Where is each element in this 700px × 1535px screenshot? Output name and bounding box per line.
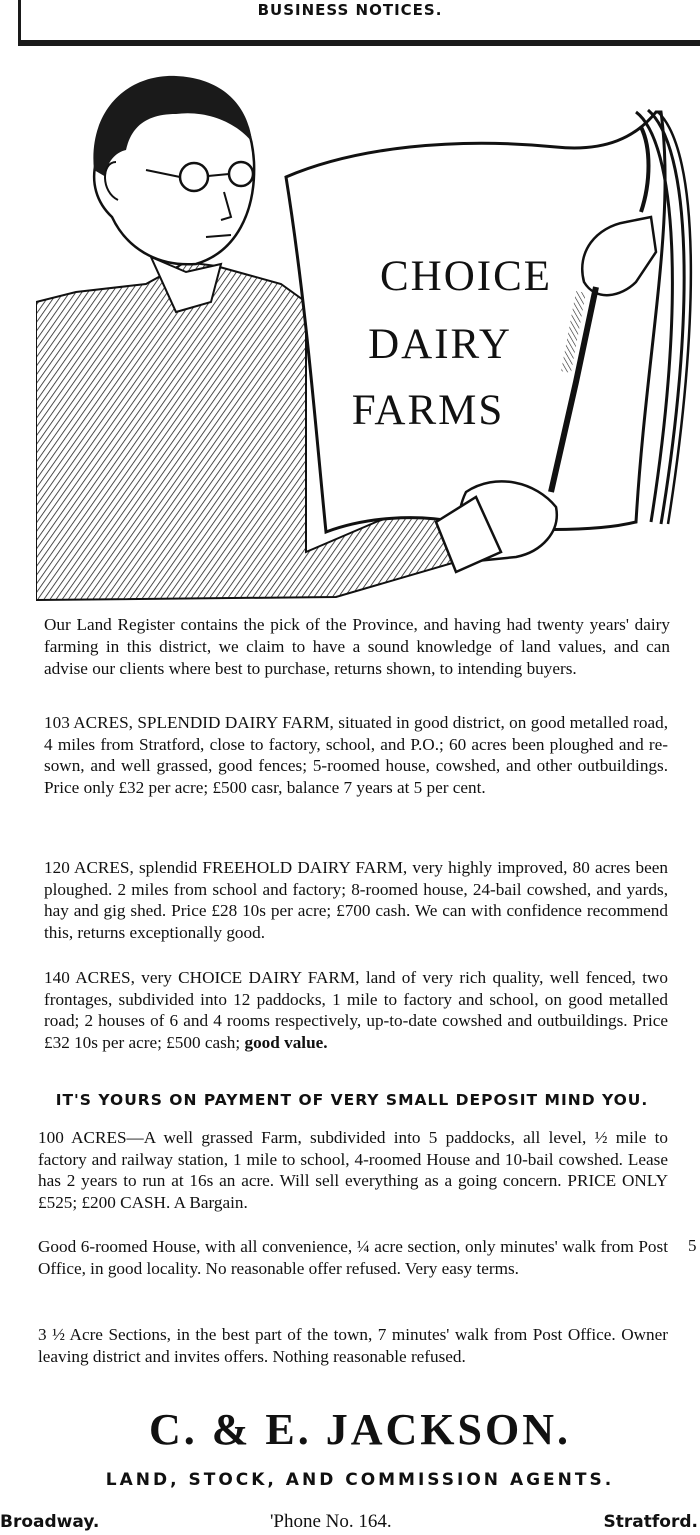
- intro-paragraph: Our Land Register contains the pick of the Province, and having had twenty years' dairy farming in this district, we claim to have a sound knowledge of land values, and can advise our clients where best to purchase, returns shown, to intending buyers.: [44, 615, 670, 678]
- footer-address: Broadway.: [0, 1512, 100, 1532]
- company-name: C. & E. JACKSON.: [148, 1405, 572, 1454]
- top-divider-rule: [20, 40, 700, 46]
- listing-140-acres: [44, 967, 668, 1053]
- listing-text: splendid FREEHOLD DAIRY FARM, very highly improved, 80 acres been ploughed. 2 miles from school and factory; 8-roomed house, 24-bail cowshed, and yards, hay and gig shed. Price £28 10s per acre; £700 cash. We can with confidence recommend this, returns exceptionally good.: [44, 858, 669, 942]
- sign-line-dairy: DAIRY: [368, 321, 512, 368]
- listing-120-acres: [44, 857, 668, 943]
- listing-103-acres: [44, 712, 668, 798]
- sign-line-farms: FARMS: [351, 387, 505, 434]
- clipped-edge-text: 5: [688, 1236, 697, 1255]
- house-listing: Good 6-roomed House, with all convenience, ¼ acre section, only minutes' walk from Post Office, in good locality. No reasonable offer refused. Very easy terms.: [38, 1237, 668, 1278]
- listing-tail: good value.: [240, 1032, 328, 1052]
- listing-lead: 103 ACRES, SPLENDID DAIRY FARM,: [44, 713, 334, 732]
- section-header: BUSINESS NOTICES.: [257, 1, 443, 19]
- footer-bar: [0, 1510, 700, 1535]
- company-tagline: LAND, STOCK, AND COMMISSION AGENTS.: [105, 1470, 615, 1490]
- advertisement-illustration: [36, 52, 700, 607]
- listing-lead: 120 ACRES,: [44, 858, 134, 877]
- footer-town: Stratford.: [603, 1512, 698, 1532]
- sections-listing: 3 ½ Acre Sections, in the best part of the town, 7 minutes' walk from Post Office. Owner leaving district and invites offers. Nothing reasonable refused.: [38, 1325, 668, 1366]
- listing-100-acres: 100 ACRES—A well grassed Farm, subdivided into 5 paddocks, all level, ½ mile to factory and railway station, 1 mile to school, 4-roomed House and 10-bail cowshed. Lease has 2 years to run at 16s an acre. Will sell everything as a going concern. PRICE ONLY £525; £200 CASH. A Bargain.: [38, 1128, 668, 1212]
- deposit-notice: IT'S YOURS ON PAYMENT OF VERY SMALL DEPOSIT MIND YOU.: [55, 1091, 649, 1109]
- sign-line-choice: CHOICE: [379, 253, 553, 300]
- listing-lead: 140 ACRES,: [44, 968, 135, 987]
- listing-text: very CHOICE DAIRY FARM, land of very rich quality, well fenced, two frontages, subdivided into 12 paddocks, 1 mile to factory and school, on good metalled road; 2 houses of 6 and 4 rooms respectively, up-to-date cowshed and outbuildings. Price £32 10s per acre; £500 cash;: [44, 968, 668, 1052]
- footer-phone: 'Phone No. 164.: [270, 1511, 392, 1532]
- listing-text: situated in good district, on good metalled road, 4 miles from Stratford, close to factory, school, and P.O.; 60 acres been ploughed and re-sown, and well grassed, good fences; 5-roomed house, cowshed, and other outbuildings. Price only £32 per acre; £500 casr, balance 7 years at 5 per cent.: [44, 713, 669, 797]
